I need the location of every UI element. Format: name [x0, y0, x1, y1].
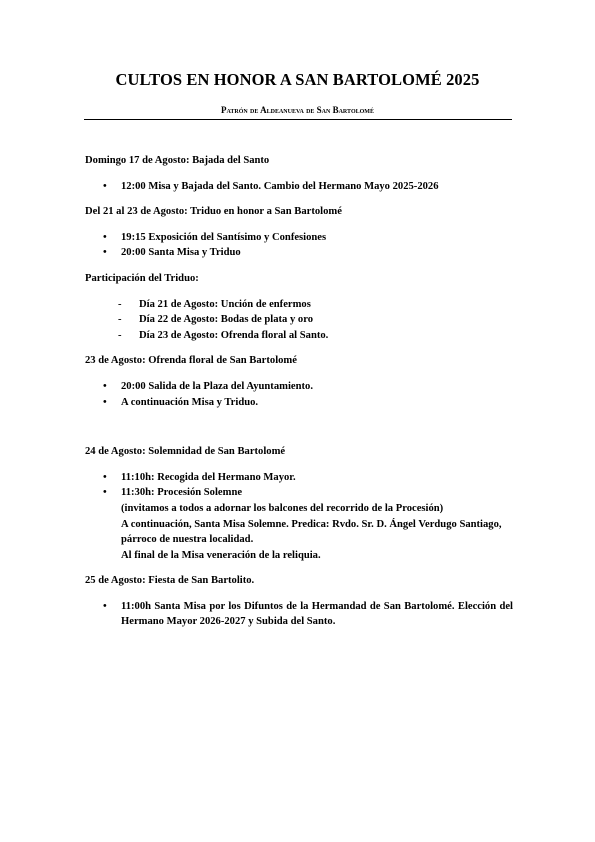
section-ofrenda [85, 353, 515, 410]
list-item: • 19:15 Exposición del Santísimo y Confesiones [85, 230, 515, 246]
bullet-list [85, 179, 515, 195]
list-item: • 12:00 Misa y Bajada del Santo. Cambio del Hermano Mayo 2025-2026 [85, 179, 515, 195]
list-item: - Día 23 de Agosto: Ofrenda floral al Santo. [85, 328, 515, 344]
list-item: • 11:00h Santa Misa por los Difuntos de la Hermandad de San Bartolomé. Elección del Hermano Mayor 2026-2027 y Subida del Santo. [85, 599, 515, 630]
list-item-continuation: Al final de la Misa veneración de la reliquia. [121, 549, 321, 561]
list-item: • 11:10h: Recogida del Hermano Mayor. [85, 470, 515, 486]
list-item: - Día 22 de Agosto: Bodas de plata y oro [85, 312, 515, 328]
section-heading: Domingo 17 de Agosto: Bajada del Santo [85, 155, 270, 166]
list-item: • 11:30h: Procesión Solemne [85, 485, 515, 501]
dash-list [85, 297, 515, 344]
section-bajada [85, 153, 515, 194]
page-subtitle: Patrón de Aldeanueva de San Bartolomé [221, 105, 374, 115]
section-heading: 24 de Agosto: Solemnidad de San Bartolomé [85, 446, 286, 458]
list-item-continuation: (invitamos a todos a adornar los balcones del recorrido de la Procesión) [121, 502, 444, 514]
page-title: CULTOS EN HONOR A SAN BARTOLOMÉ 2025 [115, 70, 480, 89]
list-item: - Día 21 de Agosto: Unción de enfermos [85, 297, 515, 313]
section-heading: 23 de Agosto: Ofrenda floral de San Bartolomé [85, 355, 297, 367]
section-san-bartolito [85, 573, 515, 630]
list-item: • 20:00 Santa Misa y Triduo [85, 245, 515, 261]
bullet-list [85, 379, 515, 410]
bullet-list [85, 230, 515, 261]
list-item-continuation: A continuación, Santa Misa Solemne. Predica: Rvdo. Sr. D. Ángel Verdugo Santiago, párroco de nuestra localidad. [121, 518, 502, 546]
section-triduo [85, 204, 515, 261]
bullet-list [85, 599, 515, 630]
section-participacion [85, 271, 515, 343]
bullet-list [85, 470, 515, 564]
list-item: • A continuación Misa y Triduo. [85, 395, 515, 411]
section-heading: 25 de Agosto: Fiesta de San Bartolito. [85, 575, 255, 587]
section-heading: Participación del Triduo: [85, 272, 199, 284]
document-body [85, 153, 515, 630]
title-divider [84, 119, 512, 120]
list-item: • 20:00 Salida de la Plaza del Ayuntamiento. [85, 379, 515, 395]
section-heading: Del 21 al 23 de Agosto: Triduo en honor a San Bartolomé [85, 206, 342, 218]
section-solemnidad [85, 444, 515, 563]
